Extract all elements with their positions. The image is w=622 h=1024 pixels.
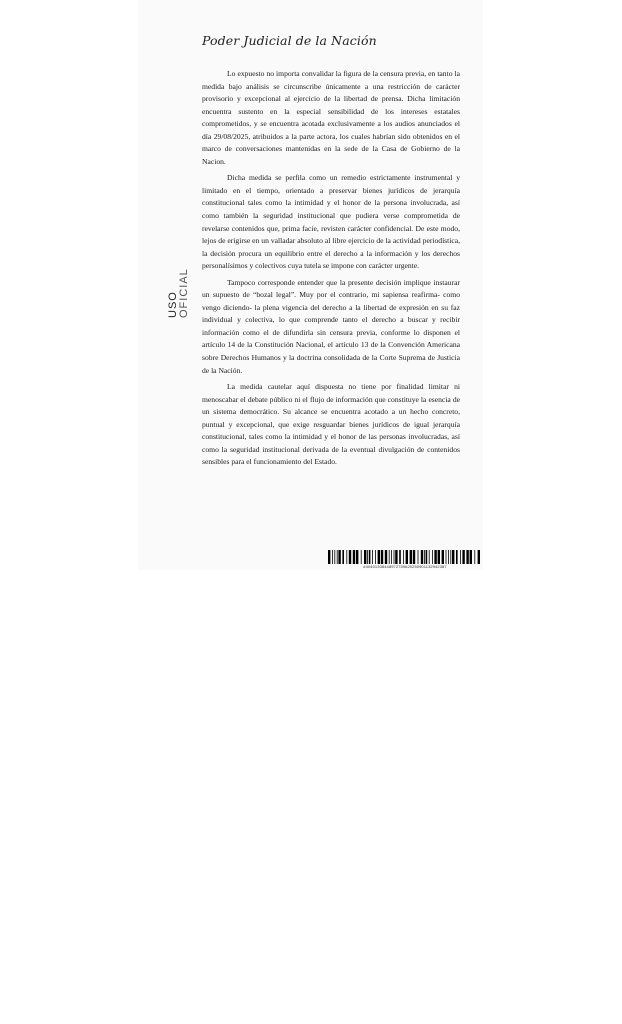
- paragraph-2: Dicha medida se perfila como un remedio estrictamente instrumental y limitado en el tiempo, orientado a preservar bienes jurídicos de jerarquía constitucional tales como la intimidad y el honor de la persona involucrada, así como también la seguridad institucional que pudiera verse comprometida de revelarse contenidos que, prima facie, revisten carácter confidencial. De este modo, lejos de erigirse en un valladar absoluto al libre ejercicio de la actividad periodística, la decisión procura un equilibrio entre el derecho a la información y los derechos personalísimos y colectivos cuya tutela se impone con carácter urgente.: [202, 173, 460, 271]
- stamp-line-2: OFICIAL: [178, 268, 190, 318]
- barcode-number: #40401308448972759#20250901132942387: [363, 564, 447, 569]
- paragraph-1: Lo expuesto no importa convalidar la figura de la censura previa, en tanto la medida bajo análisis se circunscribe únicamente a una restricción de carácter provisorio y excepcional al ejercicio de la libertad de prensa. Dicha limitación encuentra sustento en la especial sensibilidad de los intereses estatales comprometidos, y se encuentra acotada exclusivamente a los audios anunciados el día 29/08/2025, atribuidos a la parte actora, los cuales habrían sido obtenidos en el marco de conversaciones mantenidas en la sede de la Casa de Gobierno de la Nacion.: [202, 69, 460, 166]
- paragraph-4: La medida cautelar aquí dispuesta no tiene por finalidad limitar ni menoscabar el debate público ni el flujo de información que constituye la esencia de un sistema democrático. Su alcance se encuentra acotado a un hecho concreto, puntual y excepcional, que exige resguardar bienes jurídicos de igual jerarquía constitucional, tales como la intimidad y el honor de las personas involucradas, así como la seguridad institucional derivada de la eventual divulgación de contenidos sensibles para el funcionamiento del Estado.: [202, 382, 460, 467]
- barcode-image: [328, 550, 480, 564]
- uso-oficial-stamp: [168, 268, 189, 318]
- document-body: [202, 68, 460, 473]
- page-header-title: Poder Judicial de la Nación: [202, 33, 377, 48]
- stamp-line-1: USO: [167, 291, 179, 318]
- paragraph-3: Tampoco corresponde entender que la presente decisión implique instaurar un supuesto de “bozal legal”. Muy por el contrario, mi sapiensa reafirma- como vengo diciendo- la plena vigencia del derecho a la libertad de expresión en su faz individual y colectiva, lo que comprende tanto el derecho a buscar y recibir información como el de difundirla sin censura previa, conforme lo disponen el artículo 14 de la Constitución Nacional, el artículo 13 de la Convención Americana sobre Derechos Humanos y la doctrina consolidada de la Corte Suprema de Justicia de la Nación.: [202, 277, 460, 375]
